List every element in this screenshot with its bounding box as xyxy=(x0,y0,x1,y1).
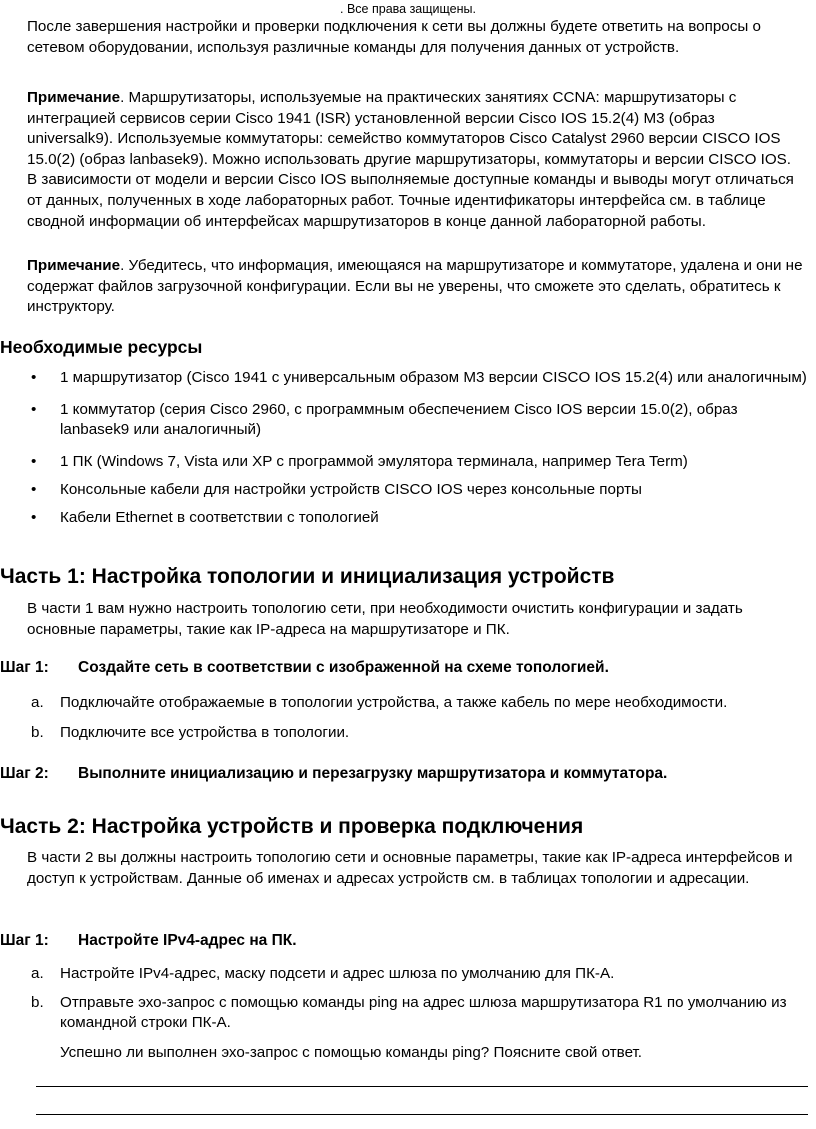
part-1-intro: В части 1 вам нужно настроить топологию сети, при необходимости очистить конфигурации и задать основные параметры, такие как IP-адреса на маршрутизаторе и ПК. xyxy=(27,600,743,638)
note-1-label: Примечание xyxy=(27,89,121,106)
resource-item: • Кабели Ethernet в соответствии с топологией xyxy=(31,509,379,526)
step-title: Выполните инициализацию и перезагрузку маршрутизатора и коммутатора. xyxy=(78,765,668,782)
bullet-icon: • xyxy=(31,509,37,526)
part-2-question: Успешно ли выполнен эхо-запрос с помощью команды ping? Поясните свой ответ. xyxy=(60,1044,643,1061)
intro-paragraph: После завершения настройки и проверки подключения к сети вы должны будете ответить на вопросы о сетевом оборудовании, используя различные команды для получения данных от устройств. xyxy=(27,18,761,56)
answer-line[interactable] xyxy=(36,1086,808,1087)
answer-line[interactable] xyxy=(36,1114,808,1115)
resources-list xyxy=(0,368,810,528)
resource-item: • 1 коммутатор (серия Cisco 2960, с программным обеспечением Cisco IOS версии 15.0(2), образ lanbasek9 или аналогичный) xyxy=(31,401,738,438)
note-2-label: Примечание xyxy=(27,257,121,274)
note-2 xyxy=(27,256,803,318)
page-header-copyright: . Все права защищены. xyxy=(340,2,476,16)
bullet-icon: • xyxy=(31,453,37,470)
note-2-text: . Убедитесь, что информация, имеющаяся на маршрутизаторе и коммутаторе, удалена и они не содержат файлов загрузочной конфигурации. Если вы не уверены, что сможете это сделать, обратитесь к инструктору. xyxy=(27,257,803,316)
resource-item: • Консольные кабели для настройки устройств CISCO IOS через консольные порты xyxy=(31,481,642,498)
step-number: Шаг 2: xyxy=(0,765,49,782)
part-2-step-1-heading xyxy=(0,932,297,950)
part-1-step-1-item-a: a. Подключайте отображаемые в топологии устройства, а также кабель по мере необходимости. xyxy=(31,694,728,711)
step-number: Шаг 1: xyxy=(0,659,49,676)
bullet-icon: • xyxy=(31,369,37,386)
part-1-step-1-item-b: b. Подключите все устройства в топологии. xyxy=(31,724,350,741)
step-number: Шаг 1: xyxy=(0,932,49,949)
part-1-step-2-heading xyxy=(0,765,667,783)
part-2-step-1-item-b: b. Отправьте эхо-запрос с помощью команды ping на адрес шлюза маршрутизатора R1 по умолчанию из командной строки ПК-A. xyxy=(31,994,787,1031)
note-1-text: . Маршрутизаторы, используемые на практических занятиях CCNA: маршрутизаторы с интеграцией сервисов серии Cisco 1941 (ISR) установленной версии Cisco IOS 15.2(4) M3 (образ universalk9). Используемые коммутаторы: семейство коммутаторов Cisco Catalyst 2960 версии CISCO IOS 15.0(2) (образ lanbasek9). Можно использовать другие маршрутизаторы, коммутаторы и версии CISCO IOS. В зависимости от модели и версии Cisco IOS выполняемые доступные команды и выводы могут отличаться от данных, полученных в ходе лабораторных работ. Точные идентификаторы интерфейса см. в таблице сводной информации об интерфейсах маршрутизаторов в конце данной лабораторной работы. xyxy=(27,89,794,230)
bullet-icon: • xyxy=(31,481,37,498)
step-title: Настройте IPv4-адрес на ПК. xyxy=(78,932,297,949)
resource-item: • 1 маршрутизатор (Cisco 1941 с универсальным образом M3 версии CISCO IOS 15.2(4) или аналогичным) xyxy=(31,369,807,386)
bullet-icon: • xyxy=(31,401,37,418)
part-2-intro: В части 2 вы должны настроить топологию сети и основные параметры, такие как IP-адреса интерфейсов и доступ к устройствам. Данные об именах и адресах устройств см. в таблицах топологии и адресации. xyxy=(27,849,793,887)
resource-item: • 1 ПК (Windows 7, Vista или XP с программой эмулятора терминала, например Tera Term) xyxy=(31,453,688,470)
part-2-heading: Часть 2: Настройка устройств и проверка подключения xyxy=(0,815,584,838)
part-2-step-1-item-a: a. Настройте IPv4-адрес, маску подсети и адрес шлюза по умолчанию для ПК-A. xyxy=(31,965,615,982)
note-1 xyxy=(27,88,803,232)
part-1-heading: Часть 1: Настройка топологии и инициализация устройств xyxy=(0,565,615,588)
resources-heading: Необходимые ресурсы xyxy=(0,337,203,357)
part-1-step-1-heading xyxy=(0,659,609,677)
step-title: Создайте сеть в соответствии с изображенной на схеме топологией. xyxy=(78,659,609,676)
